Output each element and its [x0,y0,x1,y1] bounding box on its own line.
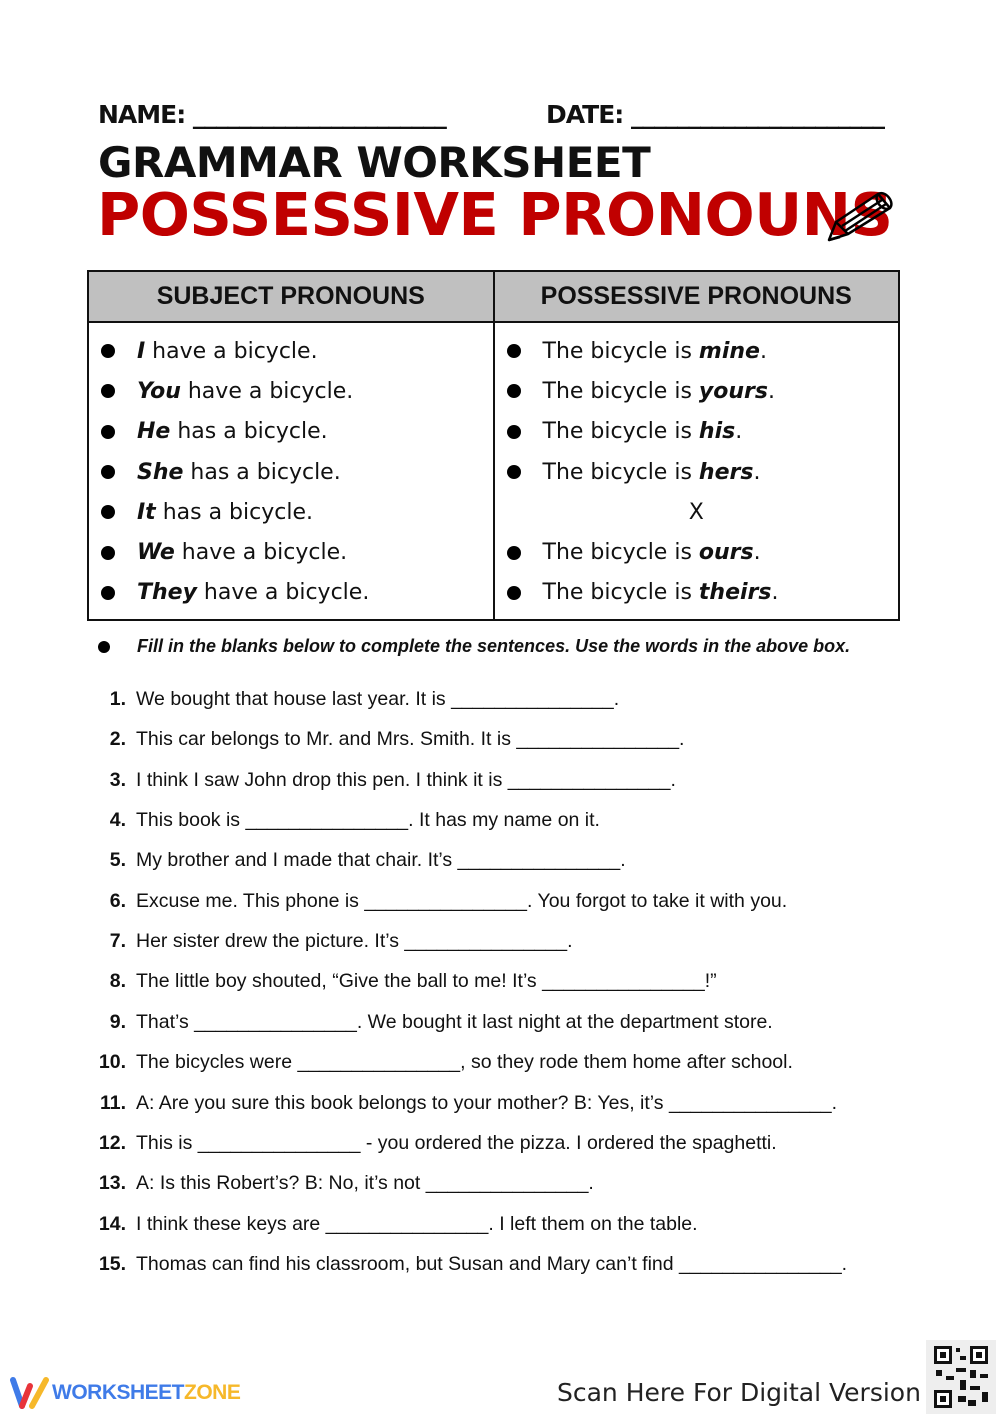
bullet-icon [101,384,115,398]
question-item[interactable] [96,728,684,751]
subject-pronoun: You [137,378,181,404]
question-number: 10. [98,1051,126,1074]
question-text: I think I saw John drop this pen. I think it is _______________. [136,768,676,791]
bullet-icon [101,344,115,358]
subject-pronoun: We [137,540,175,566]
period: . [771,580,779,606]
question-text: Thomas can find his classroom, but Susan and Mary can’t find _______________. [136,1252,848,1275]
question-text: The little boy shouted, “Give the ball to me! It’s _______________!” [136,970,717,993]
bullet-icon [98,641,110,653]
question-item[interactable] [96,1213,698,1236]
possessive-sentence: The bicycle is [542,459,699,485]
question-text: A: Are you sure this book belongs to your mother? B: Yes, it’s _______________. [136,1091,838,1114]
subject-sentence: has a bicycle. [155,499,313,525]
possessive-pronoun: theirs [698,580,772,606]
question-number: 5. [109,849,126,872]
period: . [735,419,743,445]
instructions [98,636,850,657]
question-text: We bought that house last year. It is _______________. [136,688,620,710]
bullet-icon [507,425,521,439]
question-number: 12. [98,1131,126,1154]
subject-row [89,412,493,452]
possessive-column [494,322,900,620]
topic-title: POSSESSIVE PRONOUNS [97,180,893,249]
question-number: 4. [109,809,126,832]
question-text: My brother and I made that chair. It’s _______________. [136,849,626,872]
possessive-row [495,532,899,572]
subject-row [89,532,493,572]
subject-sentence: have a bicycle. [196,580,370,606]
possessive-pronoun: hers [698,459,754,485]
bullet-icon [507,586,521,600]
name-field[interactable]: NAME: ______________________ [98,100,446,129]
question-item[interactable] [96,1253,847,1276]
question-text: This car belongs to Mr. and Mrs. Smith. It is _______________. [136,728,685,751]
possessive-row [495,371,899,411]
pronoun-table [87,270,900,621]
possessive-sentence: The bicycle is [542,338,699,364]
question-text: I think these keys are _______________. I left them on the table. [136,1212,698,1235]
bullet-icon [507,384,521,398]
subject-sentence: has a bicycle. [183,459,341,485]
question-item[interactable] [96,688,619,711]
logo-w-icon [10,1376,52,1410]
possessive-row [495,452,899,492]
subject-row [89,492,493,532]
question-text: That’s _______________. We bought it last night at the department store. [136,1010,773,1033]
subject-row [89,331,493,371]
subject-row [89,371,493,411]
subject-row [89,573,493,613]
date-field[interactable]: DATE: ______________________ [546,100,884,129]
worksheet-title: GRAMMAR WORKSHEET [98,138,651,187]
question-number: 13. [98,1172,126,1195]
question-item[interactable] [96,890,787,913]
question-item[interactable] [96,1011,773,1034]
possessive-pronoun: yours [698,378,768,404]
question-item[interactable] [96,930,573,953]
question-text: The bicycles were _______________, so they rode them home after school. [136,1051,793,1074]
question-item[interactable] [96,1132,777,1155]
question-number: 9. [109,1010,126,1033]
question-number: 6. [109,889,126,912]
bullet-icon [101,546,115,560]
subject-pronoun: She [137,459,184,485]
possessive-sentence: The bicycle is [542,378,699,404]
possessive-pronoun: mine [698,338,760,364]
possessive-pronoun: ours [698,540,754,566]
period: . [753,540,761,566]
subject-sentence: have a bicycle. [180,378,354,404]
worksheetzone-logo[interactable] [10,1376,240,1410]
pencil-icon [826,188,896,244]
period: . [767,378,775,404]
period: . [753,459,761,485]
bullet-icon [101,505,115,519]
bullet-icon [507,344,521,358]
possessive-row-none [495,492,899,532]
question-item[interactable] [96,1051,793,1074]
subject-pronoun: I [137,338,146,364]
subject-pronoun: They [137,580,197,606]
subject-sentence: have a bicycle. [174,540,348,566]
question-number: 7. [109,930,126,953]
possessive-pronoun: his [698,419,736,445]
question-number: 14. [98,1212,126,1235]
question-text: Her sister drew the picture. It’s _______________. [136,930,573,953]
subject-sentence: has a bicycle. [170,419,328,445]
bullet-icon [101,586,115,600]
bullet-icon [507,546,521,560]
possessive-header: POSSESSIVE PRONOUNS [494,271,900,322]
possessive-sentence: The bicycle is [542,419,699,445]
possessive-sentence: The bicycle is [542,580,699,606]
subject-sentence: have a bicycle. [145,338,318,364]
question-number: 8. [109,970,126,993]
question-item[interactable] [96,1092,837,1115]
qr-code-icon[interactable] [926,1340,996,1414]
subject-row [89,452,493,492]
possessive-row [495,412,899,452]
possessive-row [495,573,899,613]
possessive-row [495,331,899,371]
period: . [759,338,767,364]
subject-pronoun: He [137,419,171,445]
subject-pronoun: It [137,499,156,525]
no-possessive-mark: X [688,499,704,525]
question-item[interactable] [96,769,676,792]
question-text: A: Is this Robert’s? B: No, it’s not _______________. [136,1172,594,1195]
question-item[interactable] [96,849,626,872]
question-number: 1. [109,688,126,710]
possessive-sentence: The bicycle is [542,540,699,566]
bullet-icon [101,465,115,479]
brand-text-zone: ZONE [184,1381,241,1404]
bullet-icon [507,465,521,479]
brand-text: WORKSHEET [52,1381,184,1404]
question-number: 11. [99,1091,126,1114]
question-number: 2. [109,728,126,751]
question-item[interactable] [96,970,717,993]
question-text: This book is _______________. It has my name on it. [136,809,600,832]
question-text: This is _______________ - you ordered the pizza. I ordered the spaghetti. [136,1131,777,1154]
question-number: 15. [98,1252,126,1275]
subject-column [88,322,494,620]
scan-text: Scan Here For Digital Version [557,1378,921,1407]
instruction-text: Fill in the blanks below to complete the sentences. Use the words in the above box. [137,636,851,656]
subject-header: SUBJECT PRONOUNS [88,271,494,322]
question-item[interactable] [96,809,600,832]
question-number: 3. [109,768,126,791]
bullet-icon [101,425,115,439]
question-item[interactable] [96,1172,594,1195]
question-text: Excuse me. This phone is _______________. You forgot to take it with you. [136,889,788,912]
